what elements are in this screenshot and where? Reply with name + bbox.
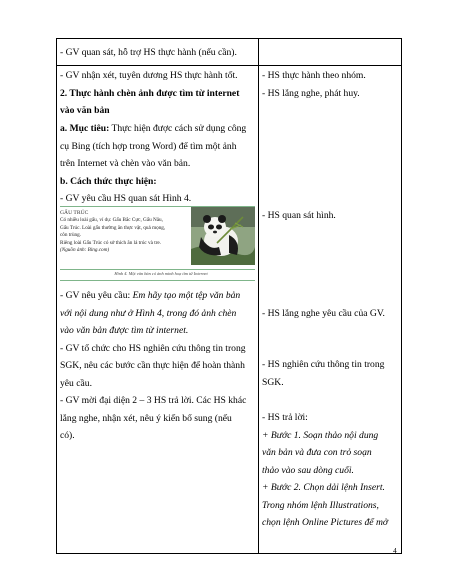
page-number: 4: [393, 546, 397, 555]
left-line-15: yêu cầu.: [60, 378, 92, 389]
figure-bottom-rule: [60, 269, 255, 270]
request-label: - GV nêu yêu cầu:: [60, 290, 133, 301]
method-heading: b. Cách thức thực hiện:: [60, 176, 157, 187]
figure-caption-rule: [60, 280, 255, 281]
table-border-top: [56, 38, 402, 39]
right-line-10: thảo vào sau dòng cuối.: [262, 465, 354, 476]
left-line-1: - GV quan sát, hỗ trợ HS thực hành (nếu cần).: [60, 47, 237, 58]
objective-line: [60, 120, 246, 138]
right-line-8: + Bước 1. Soạn thảo nội dung: [262, 430, 379, 441]
left-line-6: cụ Bing (tích hợp trong Word) để tìm một ảnh: [60, 141, 237, 152]
right-line-12: Trong nhóm lệnh Illustrations,: [262, 500, 379, 511]
section-heading: 2. Thực hành chèn ảnh được tìm từ internet: [60, 88, 240, 99]
section-heading-cont: vào văn bản: [60, 105, 110, 116]
left-line-18: có).: [60, 430, 75, 441]
figure-body-1: Có nhiều loài gấu, ví dụ: Gấu Bắc Cực, Gấu Nâu,: [60, 217, 163, 224]
right-line-13: chọn lệnh Online Pictures để mở: [262, 517, 388, 528]
figure-source: (Nguồn ảnh: Bing.com): [60, 247, 110, 254]
right-line-9: văn bản và đưa con trỏ soạn: [262, 447, 372, 458]
right-line-5: - HS nghiên cứu thông tin trong: [262, 359, 385, 370]
table-border-right: [401, 38, 402, 554]
right-line-6: SGK.: [262, 377, 284, 388]
right-line-2: - HS lắng nghe, phát huy.: [262, 88, 360, 99]
figure-body-3: côn trùng.: [60, 232, 82, 239]
left-line-16: - GV mời đại diện 2 – 3 HS trả lời. Các HS khác: [60, 395, 247, 406]
figure-text-block: [60, 210, 188, 254]
request-line: [60, 287, 240, 305]
left-line-9: - GV yêu cầu HS quan sát Hình 4.: [60, 193, 192, 204]
table-row-divider: [56, 65, 402, 66]
left-line-12: vào văn bản được tìm từ internet.: [60, 325, 189, 336]
left-line-2: - GV nhận xét, tuyên dương HS thực hành tốt.: [60, 70, 238, 81]
figure-body-2: Gấu Trúc. Loài gấu thường ăn thực vật, quả mọng,: [60, 224, 166, 231]
right-line-7: - HS trả lời:: [262, 412, 308, 423]
left-line-14: SGK, nêu các bước cần thực hiện để hoàn thành: [60, 360, 245, 371]
request-text: Em hãy tạo một tệp văn bản: [132, 290, 241, 301]
table-border-bottom: [56, 553, 402, 554]
left-line-17: lắng nghe, nhận xét, nêu ý kiến bổ sung (nếu: [60, 413, 232, 424]
panda-photo: [191, 207, 255, 265]
right-line-1: - HS thực hành theo nhóm.: [262, 70, 366, 81]
left-line-7: trên Internet và chèn vào văn bản.: [60, 158, 191, 169]
left-line-13: - GV tổ chức cho HS nghiên cứu thông tin trong: [60, 343, 246, 354]
right-line-4: - HS lắng nghe yêu cầu của GV.: [262, 308, 385, 319]
table-border-middle: [258, 38, 259, 554]
objective-text: Thực hiện được cách sử dụng công: [109, 123, 247, 134]
table-border-left: [56, 38, 57, 554]
figure-caption: Hình 4. Một văn bản có ảnh minh hoạ tìm từ Internet: [114, 271, 208, 276]
figure-4: [60, 204, 255, 271]
right-line-11: + Bước 2. Chọn dải lệnh Insert.: [262, 482, 385, 493]
figure-title: GẤU TRÚC: [60, 210, 89, 216]
left-line-11: với nội dung như ở Hình 4, trong đó ảnh chèn: [60, 308, 237, 319]
objective-label: a. Mục tiêu:: [60, 123, 110, 134]
figure-body-4: Riêng loài Gấu Trúc có sở thích ăn lá trúc và tre.: [60, 239, 161, 246]
right-line-3: - HS quan sát hình.: [262, 210, 336, 221]
